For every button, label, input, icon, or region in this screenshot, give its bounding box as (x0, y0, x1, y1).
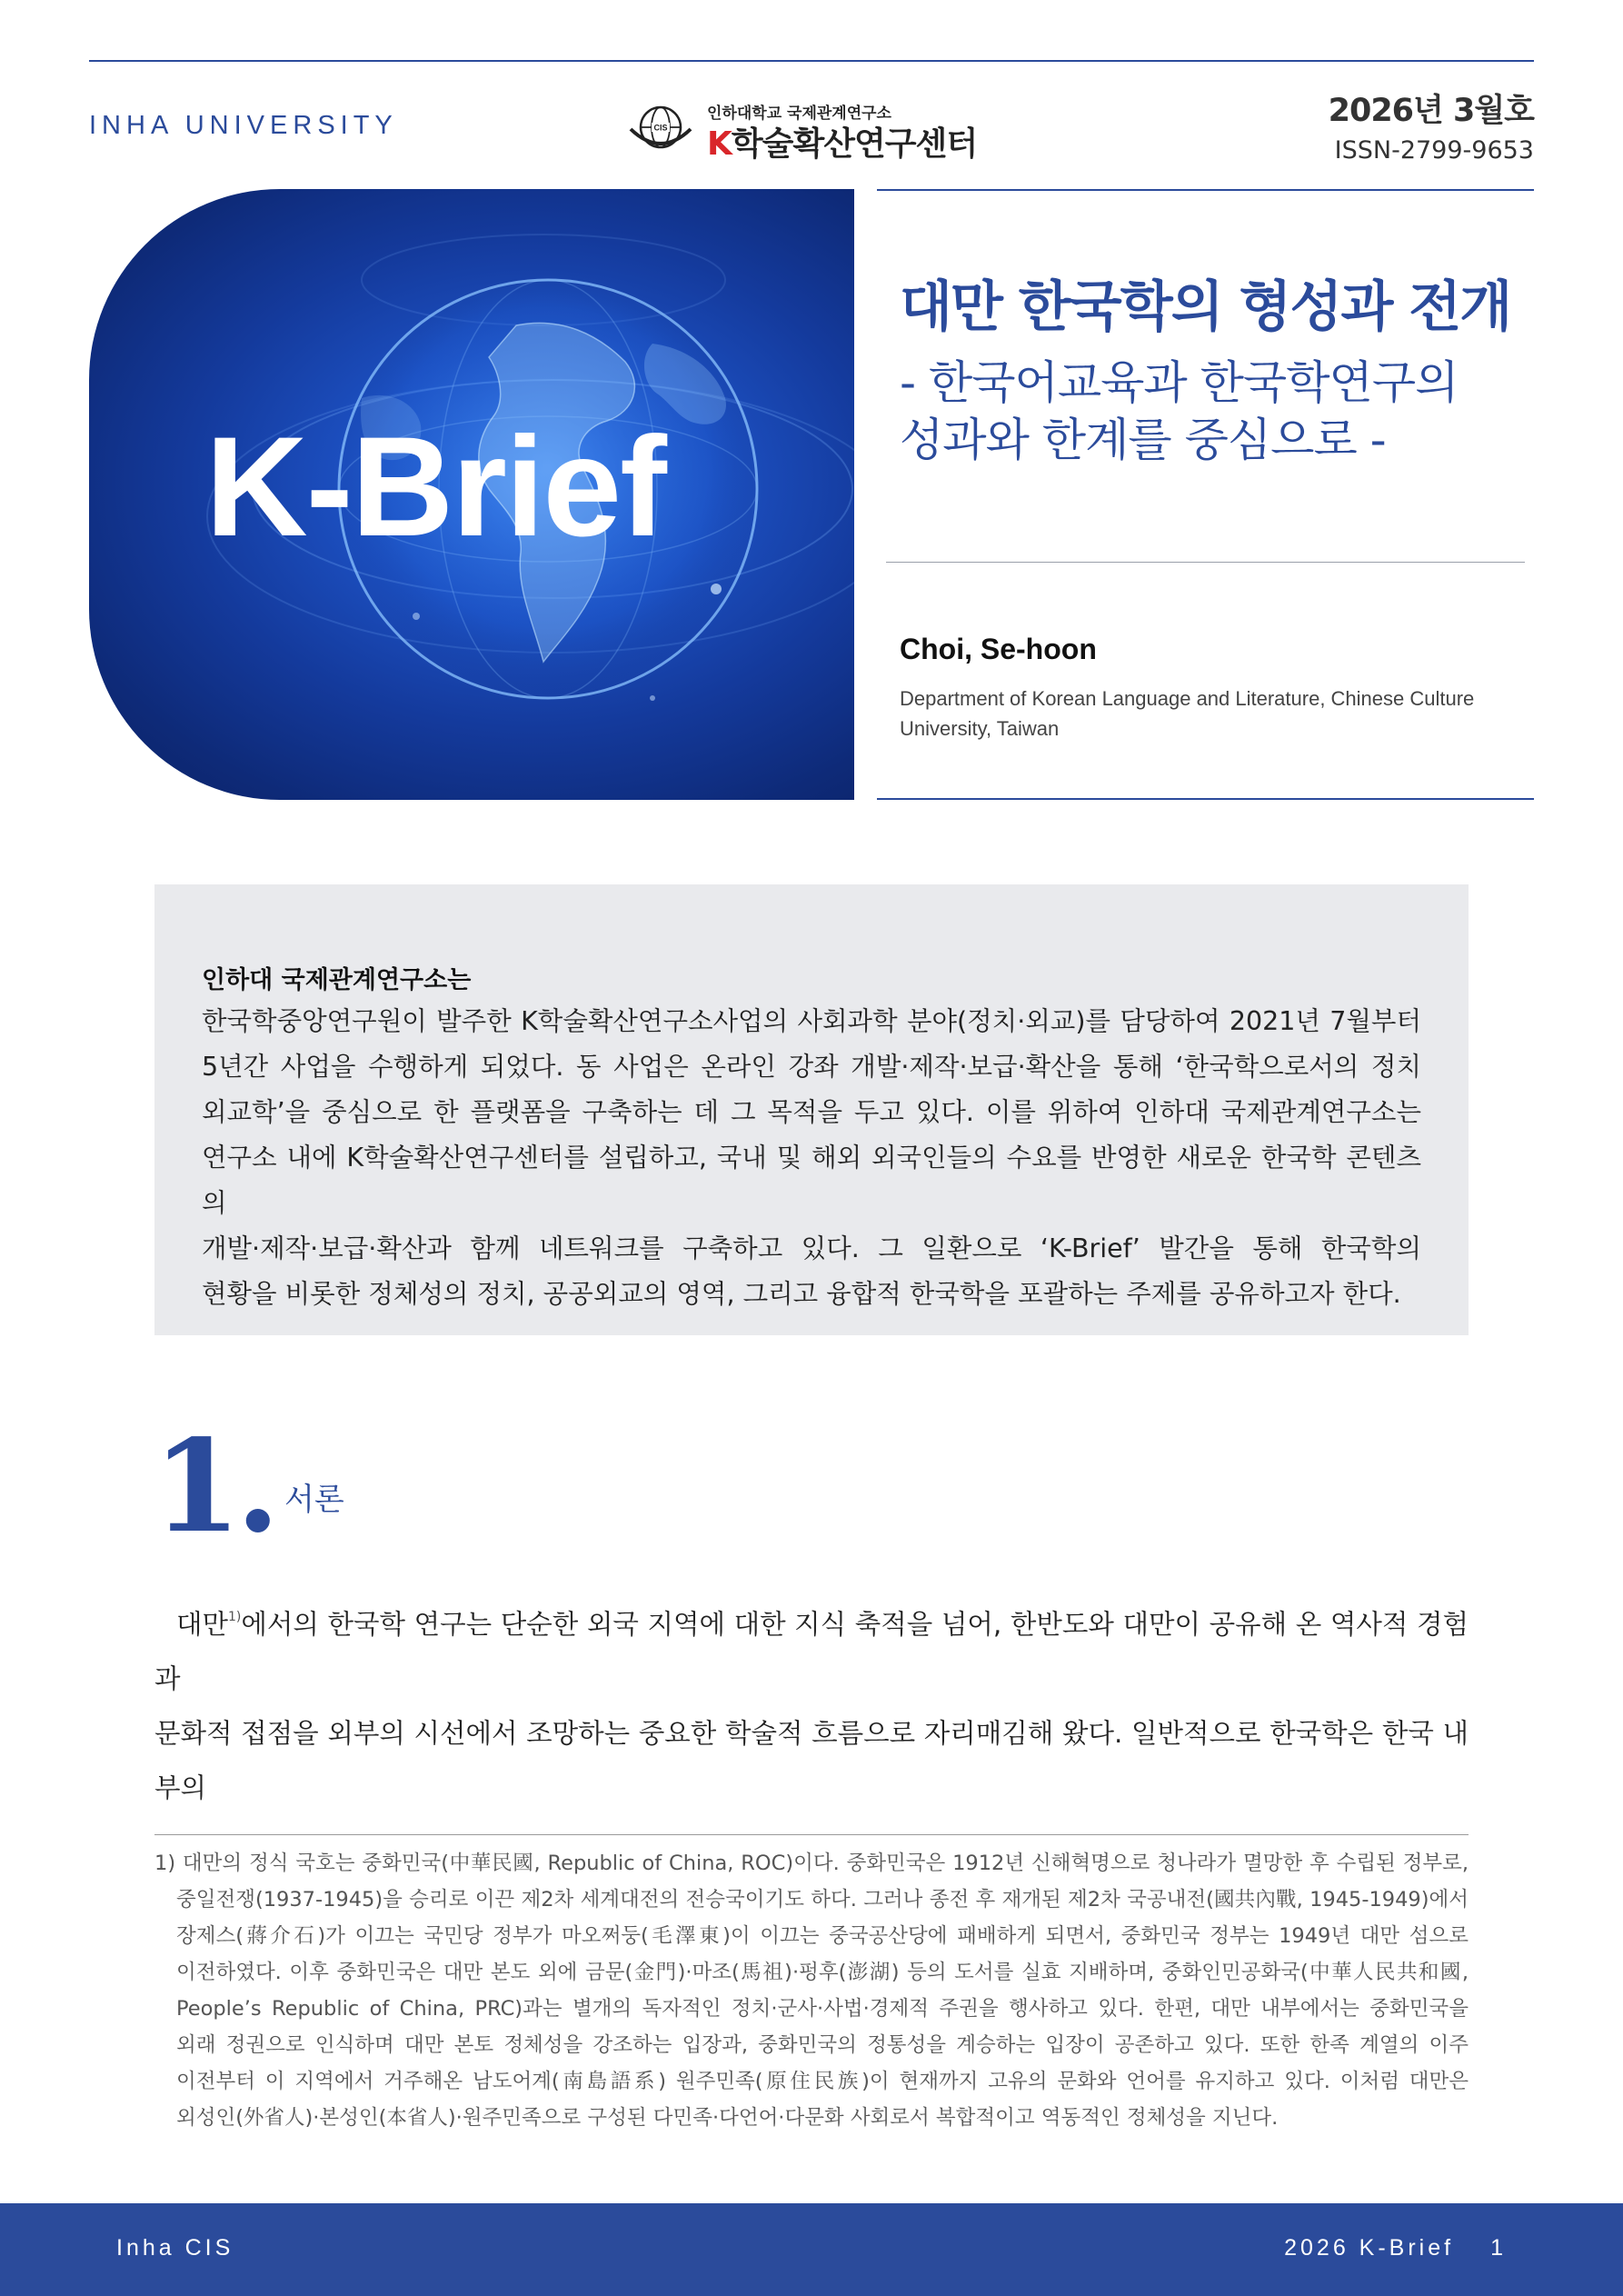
paragraph-line: 문화적 접점을 외부의 시선에서 조망하는 중요한 학술적 흐름으로 자리매김해 왔다. 일반적으로 한국학은 한국 내부의 (154, 1718, 1469, 1803)
author-name: Choi, Se-hoon (900, 633, 1097, 665)
intro-line: 5년간 사업을 수행하게 되었다. 동 사업은 온라인 강좌 개발·제작·보급·확산을 통해 ‘한국학으로서의 정치 (202, 1052, 1421, 1082)
footnote-line: 중일전쟁(1937-1945)을 승리로 이끈 제2차 세계대전의 전승국이기도 하다. 그러나 종전 후 재개된 제2차 국공내전(國共內戰, 1945-1949)에서 (176, 1888, 1469, 1912)
footnote-line: 외래 정권으로 인식하며 대만 본토 정체성을 강조하는 입장과, 중화민국의 정통성을 계승하는 입장이 공존하고 있다. 또한 한족 계열의 이주 (176, 2033, 1469, 2057)
section-number: 1. (153, 1413, 275, 1562)
institute-logo (627, 98, 1009, 163)
footnote (154, 1845, 1469, 2136)
footnote-line: 장제스(蔣介石)가 이끄는 국민당 정부가 마오쩌둥(毛澤東)이 이끄는 중국공산당에 패배하게 되면서, 중화민국 정부는 1949년 대만 섬으로 (176, 1924, 1469, 1948)
subtitle-line-2: 성과와 한계를 중심으로 - (900, 413, 1386, 466)
intro-line: 외교학’을 중심으로 한 플랫폼을 구축하는 데 그 목적을 두고 있다. 이를 위하여 인하대 국제관계연구소는 (202, 1097, 1421, 1127)
intro-line: 연구소 내에 K학술확산연구센터를 설립하고, 국내 및 해외 외국인들의 수요를 반영한 새로운 한국학 콘텐츠의 (202, 1143, 1421, 1218)
institute-intro-box (154, 884, 1469, 1335)
paragraph-line (154, 1597, 1469, 1706)
section-title: 서론 (284, 1482, 344, 1518)
subtitle-line-1: - 한국어교육과 한국학연구의 (900, 356, 1459, 409)
author-affiliation: Department of Korean Language and Literature, Chinese Culture University, Taiwan (900, 687, 1475, 740)
intro-line: 현황을 비롯한 정체성의 정치, 공공외교의 영역, 그리고 융합적 한국학을 포괄하는 주제를 공유하고자 한다. (202, 1279, 1401, 1309)
page-footer (0, 2203, 1623, 2296)
footnote-reference[interactable]: 1) (228, 1610, 242, 1624)
footer-series-title: 2026 K-Brief (1284, 2235, 1455, 2261)
intro-line: 한국학중앙연구원이 발주한 K학술확산연구소사업의 사회과학 분야(정치·외교)를 담당하여 2021년 7월부터 (202, 1006, 1421, 1036)
footnote-line: 1) 대만의 정식 국호는 중화민국(中華民國, Republic of China, ROC)이다. 중화민국은 1912년 신해혁명으로 청나라가 멸망한 후 수립된 정부로, (154, 1852, 1469, 1875)
section-paragraph (154, 1597, 1469, 1815)
logo-mark-text: CIS (653, 123, 668, 133)
footnote-line: People’s Republic of China, PRC)과는 별개의 독자적인 정치·군사·사법·경제적 주권을 행사하고 있다. 한편, 대만 내부에서는 중화민국을 (176, 1997, 1469, 2021)
issue-date: 2026년 3월호 (1328, 93, 1534, 129)
footer-publisher: Inha CIS (116, 2235, 234, 2261)
globe-logo-icon (627, 100, 694, 155)
university-name: INHA UNIVERSITY (89, 111, 398, 140)
paragraph-start: 대만 (176, 1609, 228, 1640)
article-title: 대만 한국학의 형성과 전개 (900, 275, 1511, 339)
title-divider (886, 562, 1525, 563)
logo-k-letter: K (707, 125, 732, 163)
footnote-line: 이전부터 이 지역에서 거주해온 남도어계(南島語系) 원주민족(原住民族)이 현재까지 고유의 문화와 언어를 유지하고 있다. 이처럼 대만은 (176, 2070, 1469, 2093)
footnote-line: 이전하였다. 이후 중화민국은 대만 본도 외에 금문(金門)·마조(馬祖)·펑후(澎湖) 등의 도서를 실효 지배하며, 중화인민공화국(中華人民共和國, (176, 1961, 1469, 1984)
kbrief-banner-title: K-Brief (205, 408, 666, 566)
intro-line: 개발·제작·보급·확산과 함께 네트워크를 구축하고 있다. 그 일환으로 ‘K-Brief’ 발간을 통해 한국학의 (202, 1233, 1421, 1263)
logo-subtitle: 인하대학교 국제관계연구소 (707, 105, 891, 123)
intro-heading: 인하대 국제관계연구소는 (202, 966, 472, 994)
hero-banner (89, 189, 854, 800)
intro-body (202, 999, 1421, 1317)
footnote-line: 외성인(外省人)·본성인(本省人)·원주민족으로 구성된 다민족·다언어·다문화 사회로서 복합적이고 역동적인 정체성을 지닌다. (176, 2106, 1279, 2130)
footnote-rule (154, 1834, 1469, 1835)
page-number: 1 (1490, 2235, 1507, 2261)
title-bottom-rule (877, 798, 1534, 800)
issn-number: ISSN-2799-9653 (1334, 136, 1534, 165)
paragraph-text: 에서의 한국학 연구는 단순한 외국 지역에 대한 지식 축적을 넘어, 한반도와 대만이 공유해 온 역사적 경험과 (154, 1609, 1469, 1694)
logo-title (707, 118, 977, 165)
title-top-rule (877, 189, 1534, 191)
article-subtitle (900, 354, 1527, 468)
logo-title-text: 학술확산연구센터 (731, 125, 978, 163)
header-top-rule (89, 60, 1534, 62)
footer-series (1284, 2235, 1507, 2261)
